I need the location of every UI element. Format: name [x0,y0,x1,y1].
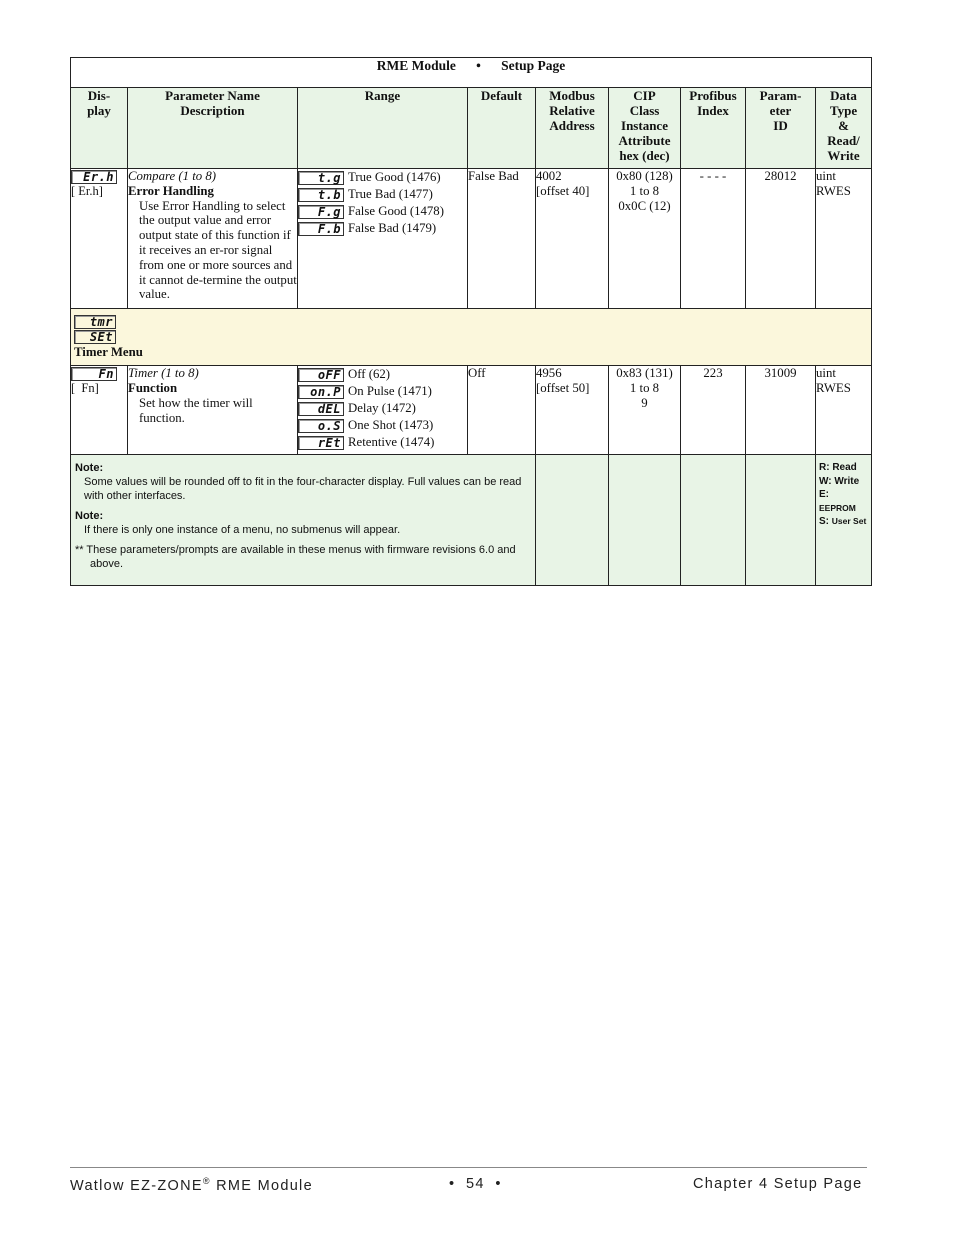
param-description: Use Error Handling to select the output value and error output state of this function if it receives an er-ror signal from one or more sources and it cannot de-termine the output value. [139,198,297,302]
menu-cell [71,309,872,366]
table-row [71,366,872,455]
range-item [298,169,467,186]
modbus-value: 4002 [offset 40] [536,169,590,198]
table-title [71,58,872,88]
cip-value: 0x80 (128) 1 to 8 0x0C (12) [616,169,673,213]
legend-write: W: Write [819,475,860,487]
range-item [298,366,467,383]
header-profibus: Profibus Index [681,88,746,169]
lcd-display: oFF [298,368,344,382]
lcd-display: SEt [74,330,116,344]
param-name: Error Handling [128,183,214,198]
range-item [298,220,467,237]
lcd-display: o.S [298,419,344,433]
legend-read: R: Read [819,462,857,474]
note-text: ** These parameters/prompts are available in these menus with firmware revisions 6.0 and above. [75,544,516,571]
header-param: Parameter Name Description [128,88,298,169]
note-heading: Note: [75,462,104,475]
paramid-cell [746,169,816,309]
header-default: Default [468,88,536,169]
footer-left [70,1176,313,1194]
range-item [298,383,467,400]
header-paramid: Param- eter ID [746,88,816,169]
profibus-value: - - - - [699,169,727,183]
notes-cell [71,455,536,586]
title-module: RME Module [376,58,456,73]
range-item [298,434,467,451]
note-text: Some values will be rounded off to fit in the four-character display. Full values can be read with other interfaces. [84,476,522,503]
param-cell [128,366,298,455]
display-code: [ Er.h] [71,184,103,199]
table-row [71,169,872,309]
range-label: False Bad (1479) [348,221,437,235]
title-page: Setup Page [501,58,566,73]
range-cell [298,366,468,455]
header-range: Range [298,88,468,169]
param-cell [128,169,298,309]
default-cell [468,366,536,455]
lcd-display: Er.h [71,170,117,184]
note-text: If there is only one instance of a menu, no submenus will appear. [84,524,401,537]
param-instance: Compare (1 to 8) [128,169,217,183]
cip-value: 0x83 (131) 1 to 8 9 [616,366,673,411]
display-cell [71,366,128,455]
range-label: On Pulse (1471) [348,384,432,399]
footer-chapter: Chapter 4 Setup Page [693,1176,863,1192]
range-item [298,417,467,434]
range-label: True Bad (1477) [348,187,433,201]
footer-divider [70,1167,867,1168]
header-cip: CIP Class Instance Attribute hex (dec) [609,88,681,169]
range-label: Delay (1472) [348,401,416,416]
cip-cell [609,366,681,455]
lcd-display: tmr [74,315,116,329]
datatype-value: uint RWES [816,366,851,396]
menu-row [71,309,872,366]
header-modbus: Modbus Relative Address [536,88,609,169]
range-label: Retentive (1474) [348,435,435,450]
profibus-cell [681,366,746,455]
note-heading: Note: [75,510,104,523]
lcd-display: t.g [298,171,344,185]
datatype-cell [816,169,872,309]
profibus-value: 223 [703,366,723,381]
lcd-display: F.b [298,222,344,236]
header-display: Dis- play [71,88,128,169]
range-label: False Good (1478) [348,204,444,218]
footer-product: Watlow EZ-ZONE [70,1177,203,1194]
paramid-value: 31009 [764,366,797,381]
range-item [298,186,467,203]
header-datatype: Data Type & Read/ Write [816,88,872,169]
profibus-cell [681,169,746,309]
legend-userset: User Set [831,516,867,527]
modbus-cell [536,169,609,309]
range-label: One Shot (1473) [348,418,434,433]
default-cell [468,169,536,309]
lcd-display: Fn [71,367,117,381]
legend-cell [816,455,872,586]
empty-cell [681,455,746,586]
datatype-cell [816,366,872,455]
menu-label: Timer Menu [74,345,143,360]
notes-row [71,455,872,586]
lcd-display: dEL [298,402,344,416]
range-item [298,400,467,417]
lcd-display: t.b [298,188,344,202]
empty-cell [536,455,609,586]
legend-userset-key: S: [819,516,829,528]
range-item [298,203,467,220]
empty-cell [746,455,816,586]
param-name: Function [128,380,178,395]
footer-module: RME Module [210,1177,313,1194]
paramid-value: 28012 [764,169,797,183]
paramid-cell [746,366,816,455]
footer-page-number: • 54 • [449,1176,502,1192]
legend-eeprom: EEPROM [819,502,856,513]
lcd-display: rEt [298,436,344,450]
modbus-value: 4956 [offset 50] [536,366,590,396]
display-cell [71,169,128,309]
legend-eeprom-key: E: [819,489,829,501]
parameter-table [70,57,872,586]
lcd-display: F.g [298,205,344,219]
param-instance: Timer (1 to 8) [128,366,199,381]
default-value: False Bad [468,169,519,183]
registered-mark: ® [202,1176,211,1186]
empty-cell [609,455,681,586]
display-code: [ Fn] [71,381,99,396]
datatype-value: uint RWES [816,169,851,198]
range-label: True Good (1476) [348,170,441,184]
range-label: Off (62) [348,367,391,382]
cip-cell [609,169,681,309]
modbus-cell [536,366,609,455]
range-cell [298,169,468,309]
lcd-display: on.P [298,385,344,399]
param-description: Set how the timer will function. [139,395,253,425]
title-separator: • [476,58,481,73]
default-value: Off [468,366,486,381]
